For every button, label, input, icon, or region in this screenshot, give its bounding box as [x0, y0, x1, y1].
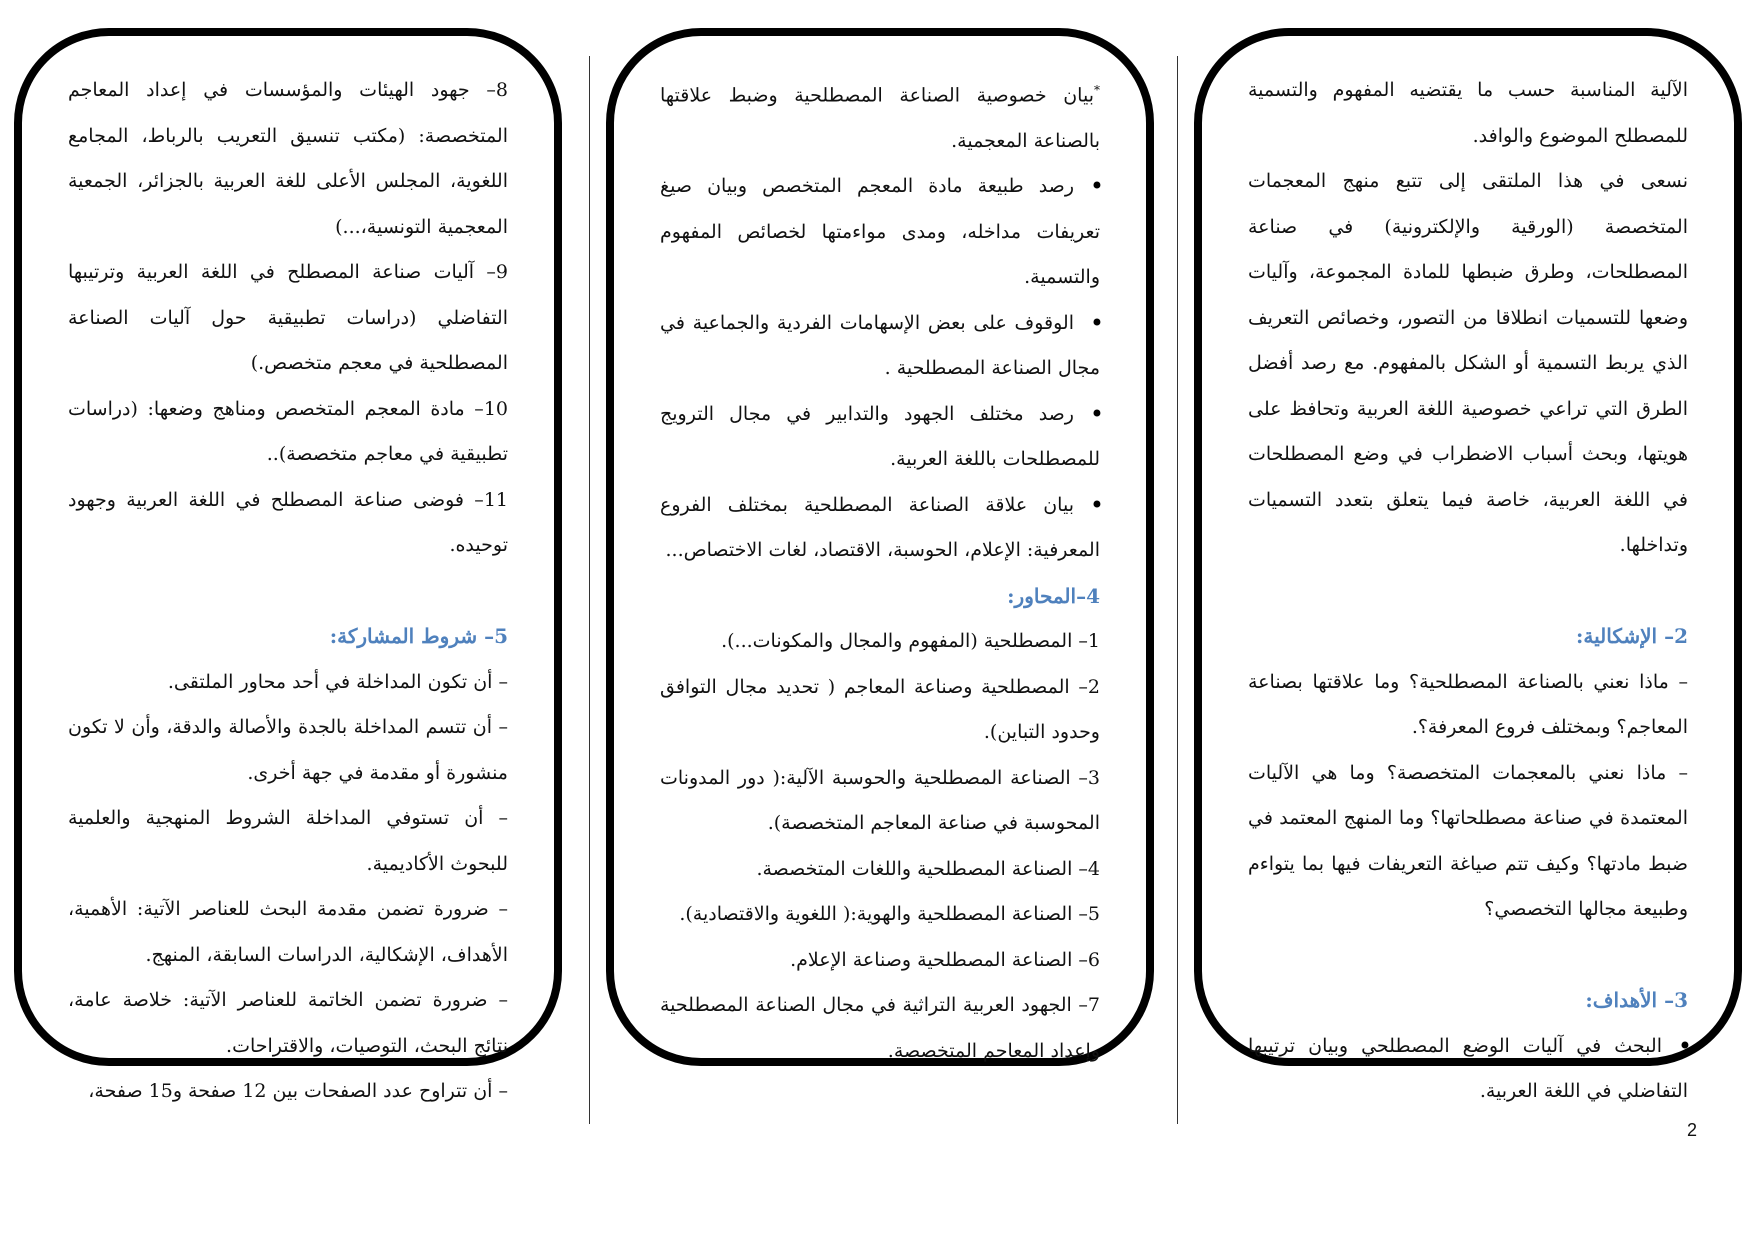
axis-item-1: 1– المصطلحية (المفهوم والمجال والمكونات...). — [721, 630, 1100, 653]
goal-item-5: • رصد مختلف الجهود والتدابير في مجال الترويج للمصطلحات باللغة العربية. — [660, 392, 1100, 483]
right-column-panel — [1194, 28, 1742, 1102]
condition-item-2: – أن تتسم المداخلة بالجدة والأصالة والدقة، وأن لا تكون منشورة أو مقدمة في جهة أخرى. — [68, 716, 508, 784]
intro-paragraph: نسعى في هذا الملتقى إلى تتبع منهج المعجمات المتخصصة (الورقية والإلكترونية) في صناعة المصطلحات، وطرق ضبطها للمادة المجموعة، وآليات وضعها للتسميات انطلاقا من التصور، وخصائص التعريف الذي يربط التسمية أو الشكل بالمفهوم. مع رصد أفضل الطرق التي تراعي خصوصية اللغة العربية وتحافظ على هويتها، وبحث أسباب الاضطراب في وضع المصطلحات في اللغة العربية، خاصة فيما يتعلق بتعدد التسميات وتداخلها. — [1248, 170, 1688, 556]
goal-item-4: • الوقوف على بعض الإسهامات الفردية والجماعية في مجال الصناعة المصطلحية . — [660, 301, 1100, 392]
footnote-star: * — [1094, 83, 1100, 97]
problem-question-1: – ماذا نعني بالصناعة المصطلحية؟ وما علاقتها بصناعة المعاجم؟ وبمختلف فروع المعرفة؟. — [1248, 670, 1688, 738]
condition-item-5: – ضرورة تضمن الخاتمة للعناصر الآتية: خلاصة عامة، نتائج البحث، التوصيات، والاقتراحات. — [68, 989, 508, 1057]
problem-question-2: – ماذا نعني بالمعجمات المتخصصة؟ وما هي الآليات المعتمدة في صناعة مصطلحاتها؟ وما المنهج المعتمد في ضبط مادتها؟ وكيف تتم صياغة التعريفات فيها بما يتواءم وطبيعة مجالها التخصصي؟ — [1248, 761, 1688, 920]
section-heading-problem: 2– الإشكالية: — [1576, 624, 1688, 648]
condition-item-4: – ضرورة تضمن مقدمة البحث للعناصر الآتية: الأهمية، الأهداف، الإشكالية، الدراسات السابقة، المنهج. — [68, 898, 508, 966]
axis-item-5: 5– الصناعة المصطلحية والهوية:( اللغوية والاقتصادية). — [679, 903, 1100, 926]
spacer — [1248, 933, 1688, 979]
spacer — [68, 569, 508, 615]
axis-item-11: 11– فوضى صناعة المصطلح في اللغة العربية وجهود توحيده. — [68, 488, 508, 556]
goal-item-3: • رصد طبيعة مادة المعجم المتخصص وبيان صيغ تعريفات مداخله، ومدى مواءمتها لخصائص المفهوم والتسمية. — [660, 164, 1100, 301]
page-number: 2 — [1687, 1120, 1698, 1140]
left-column-panel — [14, 28, 562, 1102]
column-divider-left — [589, 56, 590, 1124]
section-heading-axes: 4–المحاور: — [1007, 583, 1100, 608]
axis-item-3: 3– الصناعة المصطلحية والحوسبة الآلية:( دور المدونات المحوسبة في صناعة المعاجم المتخصصة). — [660, 766, 1100, 835]
condition-item-3: – أن تستوفي المداخلة الشروط المنهجية والعلمية للبحوث الأكاديمية. — [68, 807, 508, 875]
axis-item-2: 2– المصطلحية وصناعة المعاجم ( تحديد مجال التوافق وحدود التباين). — [660, 675, 1100, 744]
goal-item-2-text: بيان خصوصية الصناعة المصطلحية وضبط علاقتها بالصناعة المعجمية. — [660, 84, 1100, 152]
condition-item-6: – أن تتراوح عدد الصفحات بين 12 صفحة و15 صفحة، — [88, 1080, 508, 1102]
axis-item-4: 4– الصناعة المصطلحية واللغات المتخصصة. — [756, 857, 1100, 880]
goal-item-2 — [660, 68, 1100, 164]
column-divider-right — [1177, 56, 1178, 1124]
axis-item-8: 8– جهود الهيئات والمؤسسات في إعداد المعاجم المتخصصة: (مكتب تنسيق التعريب بالرباط، المجامع اللغوية، المجلس الأعلى للغة العربية بالجزائر، الجمعية المعجمية التونسية،...) — [68, 79, 508, 238]
spacer — [1248, 569, 1688, 615]
condition-item-1: – أن تكون المداخلة في أحد محاور الملتقى. — [167, 670, 508, 693]
axis-item-7: 7– الجهود العربية التراثية في مجال الصناعة المصطلحية وإعداد المعاجم المتخصصة. — [660, 994, 1100, 1062]
axis-item-9: 9– آليات صناعة المصطلح في اللغة العربية وترتيبها التفاضلي (دراسات تطبيقية حول آليات الصناعة المصطلحية في معجم متخصص.) — [68, 261, 508, 374]
intro-continuation: الآلية المناسبة حسب ما يقتضيه المفهوم والتسمية للمصطلح الموضوع والوافد. — [1248, 79, 1688, 147]
middle-column-panel — [606, 28, 1154, 1066]
goal-item-1: • البحث في آليات الوضع المصطلحي وبيان ترتيبها التفاضلي في اللغة العربية. — [1248, 1024, 1688, 1115]
goal-item-6: • بيان علاقة الصناعة المصطلحية بمختلف الفروع المعرفية: الإعلام، الحوسبة، الاقتصاد، لغات الاختصاص... — [660, 483, 1100, 574]
section-heading-conditions: 5– شروط المشاركة: — [329, 624, 508, 648]
axis-item-10: 10– مادة المعجم المتخصص ومناهج وضعها: (دراسات تطبيقية في معاجم متخصصة).. — [68, 397, 508, 465]
axis-item-6: 6– الصناعة المصطلحية وصناعة الإعلام. — [790, 948, 1100, 971]
section-heading-goals: 3– الأهداف: — [1585, 988, 1688, 1012]
